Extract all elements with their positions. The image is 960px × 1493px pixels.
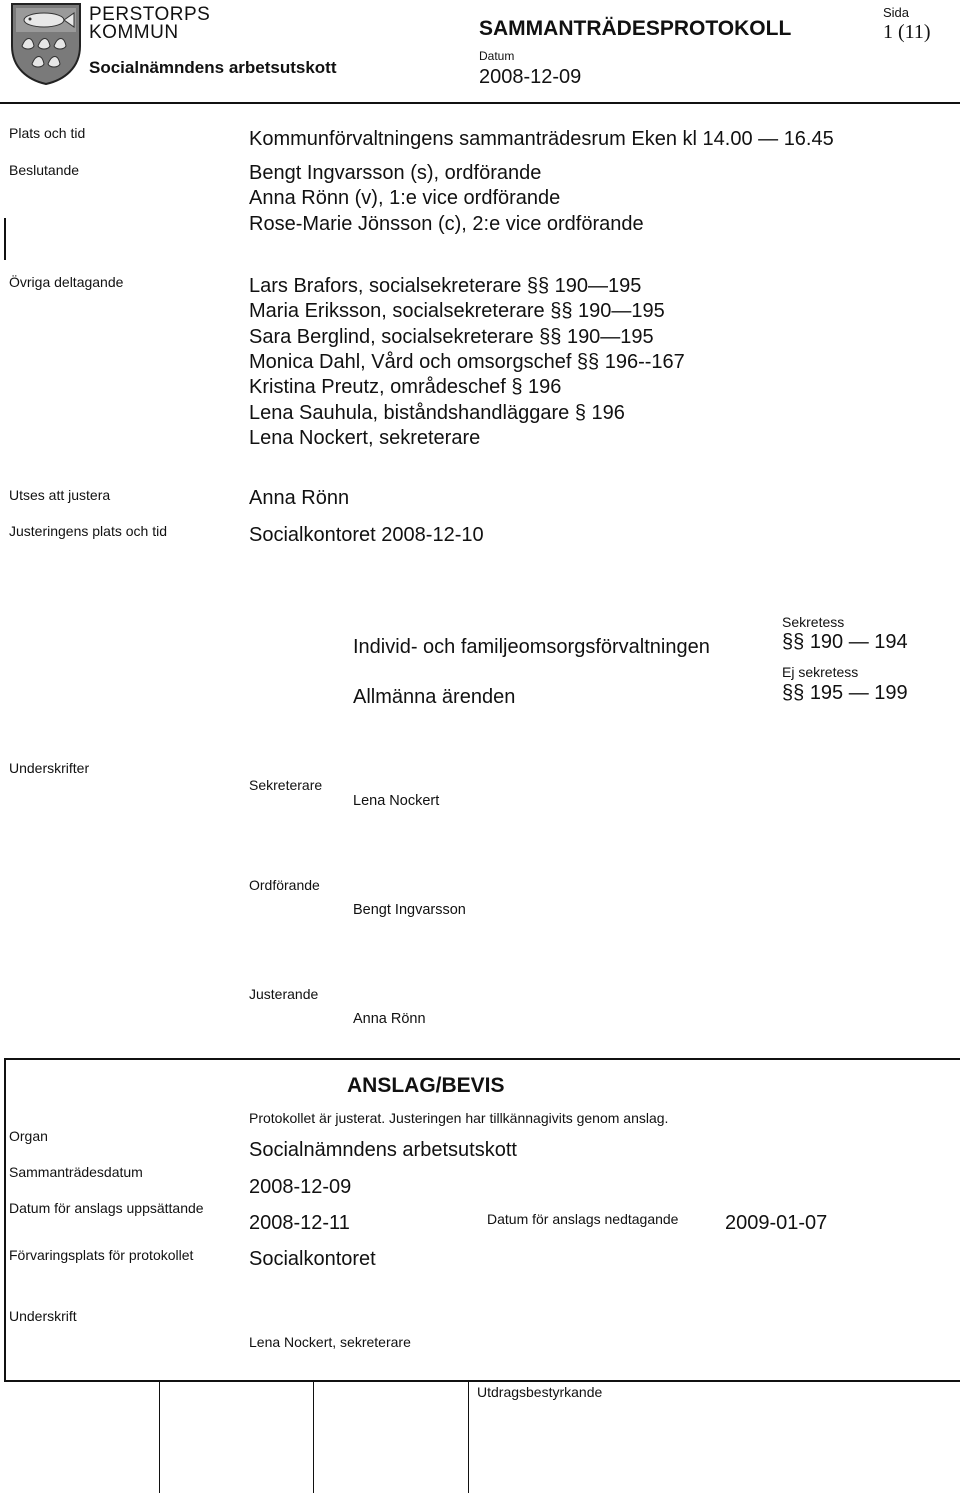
place-label: Plats och tid	[9, 125, 86, 141]
meeting-date-label: Sammanträdesdatum	[9, 1164, 143, 1180]
document-title: SAMMANTRÄDESPROTOKOLL	[479, 17, 792, 40]
extract-box-line-3	[468, 1380, 469, 1493]
posted-date-label: Datum för anslags uppsättande	[9, 1200, 204, 1216]
secretary-name: Lena Nockert	[353, 793, 440, 809]
storage-label: Förvaringsplats för protokollet	[9, 1247, 194, 1263]
other-participant-6: Lena Sauhula, biståndshandläggare § 196	[249, 402, 625, 424]
section-sign-icon: §§	[782, 682, 805, 704]
organ-label: Organ	[9, 1128, 48, 1144]
deciding-label: Beslutande	[9, 162, 80, 178]
notice-divider-top	[4, 1058, 960, 1060]
left-margin-line-top	[4, 218, 6, 260]
chair-role: Ordförande	[249, 877, 320, 893]
nonsecret-paragraphs	[782, 682, 908, 705]
municipality-name-line1: PERSTORPS	[89, 4, 211, 25]
page-number: 1 (11)	[883, 21, 931, 43]
extract-label: Utdragsbestyrkande	[477, 1384, 603, 1400]
left-margin-line-bottom	[4, 1058, 6, 1380]
deciding-member-1: Bengt Ingvarsson (s), ordförande	[249, 162, 542, 184]
section-ifo: Individ- och familjeomsorgsförvaltningen	[353, 636, 710, 658]
extract-box-line-1	[159, 1380, 160, 1493]
nonsecret-range: 195 — 199	[809, 682, 908, 704]
municipality-name-line2: KOMMUN	[89, 22, 179, 43]
header-divider	[0, 102, 960, 104]
secretary-role: Sekreterare	[249, 777, 323, 793]
extract-box-line-2	[313, 1380, 314, 1493]
page-label: Sida	[883, 5, 910, 20]
posted-date-value: 2008-12-11	[249, 1212, 350, 1234]
deciding-member-3: Rose-Marie Jönsson (c), 2:e vice ordförande	[249, 213, 644, 235]
organ-value: Socialnämndens arbetsutskott	[249, 1139, 517, 1161]
adjust-place-value: Socialkontoret 2008-12-10	[249, 524, 484, 546]
committee-name: Socialnämndens arbetsutskott	[89, 58, 337, 77]
other-participant-1: Lars Brafors, socialsekreterare §§ 190—195	[249, 275, 642, 297]
header-date-value: 2008-12-09	[479, 66, 582, 88]
adjust-place-label: Justeringens plats och tid	[9, 523, 167, 539]
nonsecret-label: Ej sekretess	[782, 664, 859, 680]
place-value	[249, 128, 834, 151]
other-participant-2: Maria Eriksson, socialsekreterare §§ 190—195	[249, 300, 665, 322]
adjuster-value: Anna Rönn	[249, 487, 350, 509]
header-date-label: Datum	[479, 49, 515, 63]
section-general: Allmänna ärenden	[353, 686, 516, 708]
secrecy-label: Sekretess	[782, 614, 845, 630]
adjuster-label: Utses att justera	[9, 487, 111, 503]
notice-statement: Protokollet är justerat. Justeringen har tillkännagivits genom anslag.	[249, 1110, 669, 1126]
extract-divider-top	[4, 1380, 960, 1382]
chair-name: Bengt Ingvarsson	[353, 902, 466, 918]
adjuster-role: Justerande	[249, 986, 319, 1002]
notice-title: ANSLAG/BEVIS	[347, 1074, 505, 1097]
section-sign-icon: §§	[782, 631, 805, 653]
removed-date-value: 2009-01-07	[725, 1212, 828, 1234]
signatures-label: Underskrifter	[9, 760, 90, 776]
other-participant-4: Monica Dahl, Vård och omsorgschef §§ 196--167	[249, 351, 685, 373]
secrecy-paragraphs	[782, 631, 908, 654]
other-participant-7: Lena Nockert, sekreterare	[249, 427, 481, 449]
adjuster-signer-name: Anna Rönn	[353, 1011, 426, 1027]
place-value-text: Kommunförvaltningens sammanträdesrum Eken kl 14.00 — 16.45	[249, 128, 834, 150]
secrecy-range: 190 — 194	[809, 631, 908, 653]
deciding-member-2: Anna Rönn (v), 1:e vice ordförande	[249, 187, 561, 209]
removed-date-label: Datum för anslags nedtagande	[487, 1211, 679, 1227]
storage-value: Socialkontoret	[249, 1248, 376, 1270]
coat-of-arms-logo	[10, 2, 82, 86]
others-label: Övriga deltagande	[9, 274, 124, 290]
signature-value: Lena Nockert, sekreterare	[249, 1334, 411, 1350]
other-participant-3: Sara Berglind, socialsekreterare §§ 190—195	[249, 326, 654, 348]
other-participant-5: Kristina Preutz, områdeschef § 196	[249, 376, 562, 398]
meeting-date-value: 2008-12-09	[249, 1176, 352, 1198]
signature-label: Underskrift	[9, 1308, 77, 1324]
